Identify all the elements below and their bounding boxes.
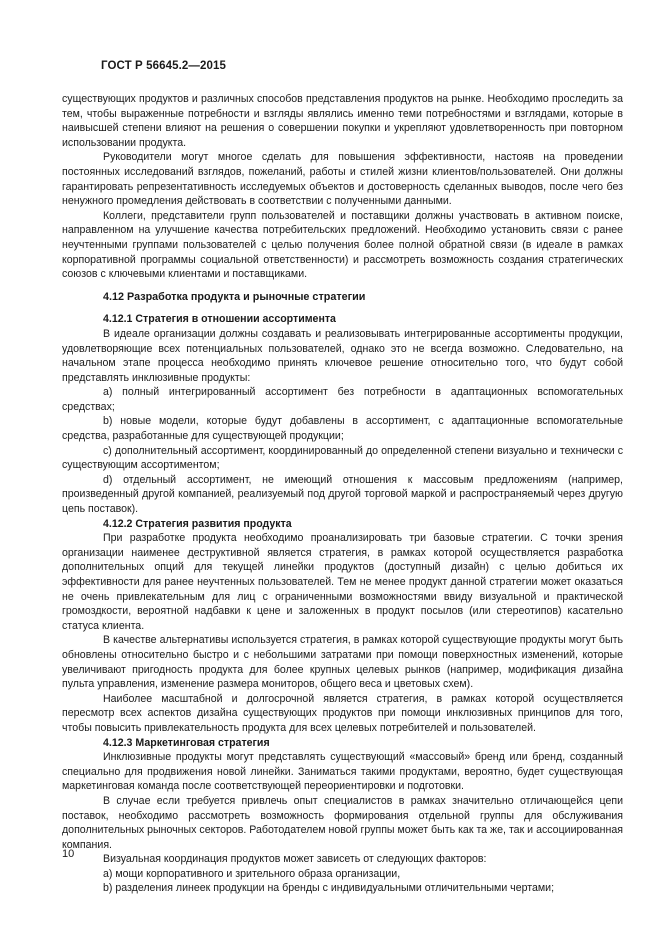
paragraph: В идеале организации должны создавать и реализовывать интегрированные ассортименты продукции, удовлетворяющие всех потенциальных пользователей, однако это не всегда возможно. Следовательно, на начальном этапе процесса необходимо принять ключевое решение относительно того, что будут собой представлять инклюзивные продукты: [62,327,623,384]
list-item: a) мощи корпоративного и зрительного образа организации, [103,867,401,880]
document-body [62,92,623,896]
paragraph: В качестве альтернативы используется стратегия, в рамках которой существующие продукты могут быть обновлены относительно быстро и с небольшими затратами при помощи поверхностных изменений, которые увеличивают пригодность продукта для более крупных целевых рынков (например, модификация дизайна пульта управления, изменение размера мониторов, общего веса и цветовых схем). [62,634,623,691]
list-item: b) новые модели, которые будут добавлены в ассортимент, с адаптационные вспомогательные средства, разработанные для существующей продукции; [62,415,623,443]
section-heading-4-12: 4.12 Разработка продукта и рыночные стратегии [103,290,366,303]
paragraph: Руководители могут многое сделать для повышения эффективности, настояв на проведении постоянных исследований взглядов, пожеланий, работы и стилей жизни клиентов/пользователей. Они должны гарантировать репрезентативность исследуемых объектов и достоверность сделанных выводов, после чего без ненужного промедления действовать в соответствии с полученными данными. [62,151,623,208]
list-item: a) полный интегрированный ассортимент без потребности в адаптационных вспомогательных средствах; [62,386,623,413]
paragraph: Инклюзивные продукты могут представлять существующий «массовый» бренд или бренд, созданный специально для продвижения новой линейки. Заниматься такими продуктами, вероятно, будет существующая маркетинговая команда после соответствующей переориентировки и подготовки. [62,751,623,793]
subsection-heading-4-12-2: 4.12.2 Стратегия развития продукта [103,517,292,530]
list-item: b) разделения линеек продукции на бренды с индивидуальными отличительными чертами; [103,882,555,895]
page-number: 10 [62,848,75,860]
subsection-heading-4-12-3: 4.12.3 Маркетинговая стратегия [103,736,270,749]
paragraph: В случае если требуется привлечь опыт специалистов в рамках значительно отличающейся цепи поставок, необходимо рассмотреть возможность формирования отдельной группы для обслуживания дополнительных рыночных секторов. Работодателем новой группы может быть как та же, так и ассоциированная компания. [62,794,623,851]
list-item: c) дополнительный ассортимент, координированный до определенной степени визуально и технически с существующим ассортиментом; [62,444,623,472]
paragraph: Коллеги, представители групп пользователей и поставщики должны участвовать в активном поиске, направленном на улучшение качества потребительских предложений. Необходимо установить связи с ранее неучтенными группами пользователей с целью получения более полной обратной связи (в идеале в рамках корпоративной программы социальной ответственности) и рассмотреть возможность создания стратегических союзов с ключевыми клиентами и поставщиками. [62,209,623,281]
standard-header: ГОСТ Р 56645.2—2015 [101,60,226,72]
paragraph: Наиболее масштабной и долгосрочной является стратегия, в рамках которой осуществляется пересмотр всех аспектов дизайна существующих продуктов при помощи инклюзивных принципов для того, чтобы повысить привлекательность продукта для всех целевых потребителей и пользователей. [62,692,623,734]
paragraph: существующих продуктов и различных способов представления продуктов на рынке. Необходимо проследить за тем, чтобы выраженные потребности и взгляды являлись именно теми потребностями и взглядами, которые в наивысшей степени влияют на решения о совершении покупки и укрепляют удовлетворенность при повторном использовании продукта. [62,93,623,149]
paragraph: При разработке продукта необходимо проанализировать три базовые стратегии. С точки зрения организации наименее деструктивной является стратегия, в рамках которой осуществляется разработка дополнительных опций для текущей линейки продуктов (доступный дизайн) с целью добиться их эффективности для ранее неучтенных пользователей. Тем не менее продукт данной стратегии может оказаться не очень привлекательным для лиц с ограниченными возможностями ввиду визуальной и практической громоздкости, вероятной надбавки к цене и заложенных в продукт посылов (или стереотипов) касательно статуса клиента. [62,532,623,632]
subsection-heading-4-12-1: 4.12.1 Стратегия в отношении ассортимента [103,313,336,326]
paragraph: Визуальная координация продуктов может зависеть от следующих факторов: [103,853,487,866]
list-item: d) отдельный ассортимент, не имеющий отношения к массовым предложениям (например, произведенный другой компанией, реализуемый под другой торговой маркой и распространяемый через другую цепь поставок). [62,473,623,516]
